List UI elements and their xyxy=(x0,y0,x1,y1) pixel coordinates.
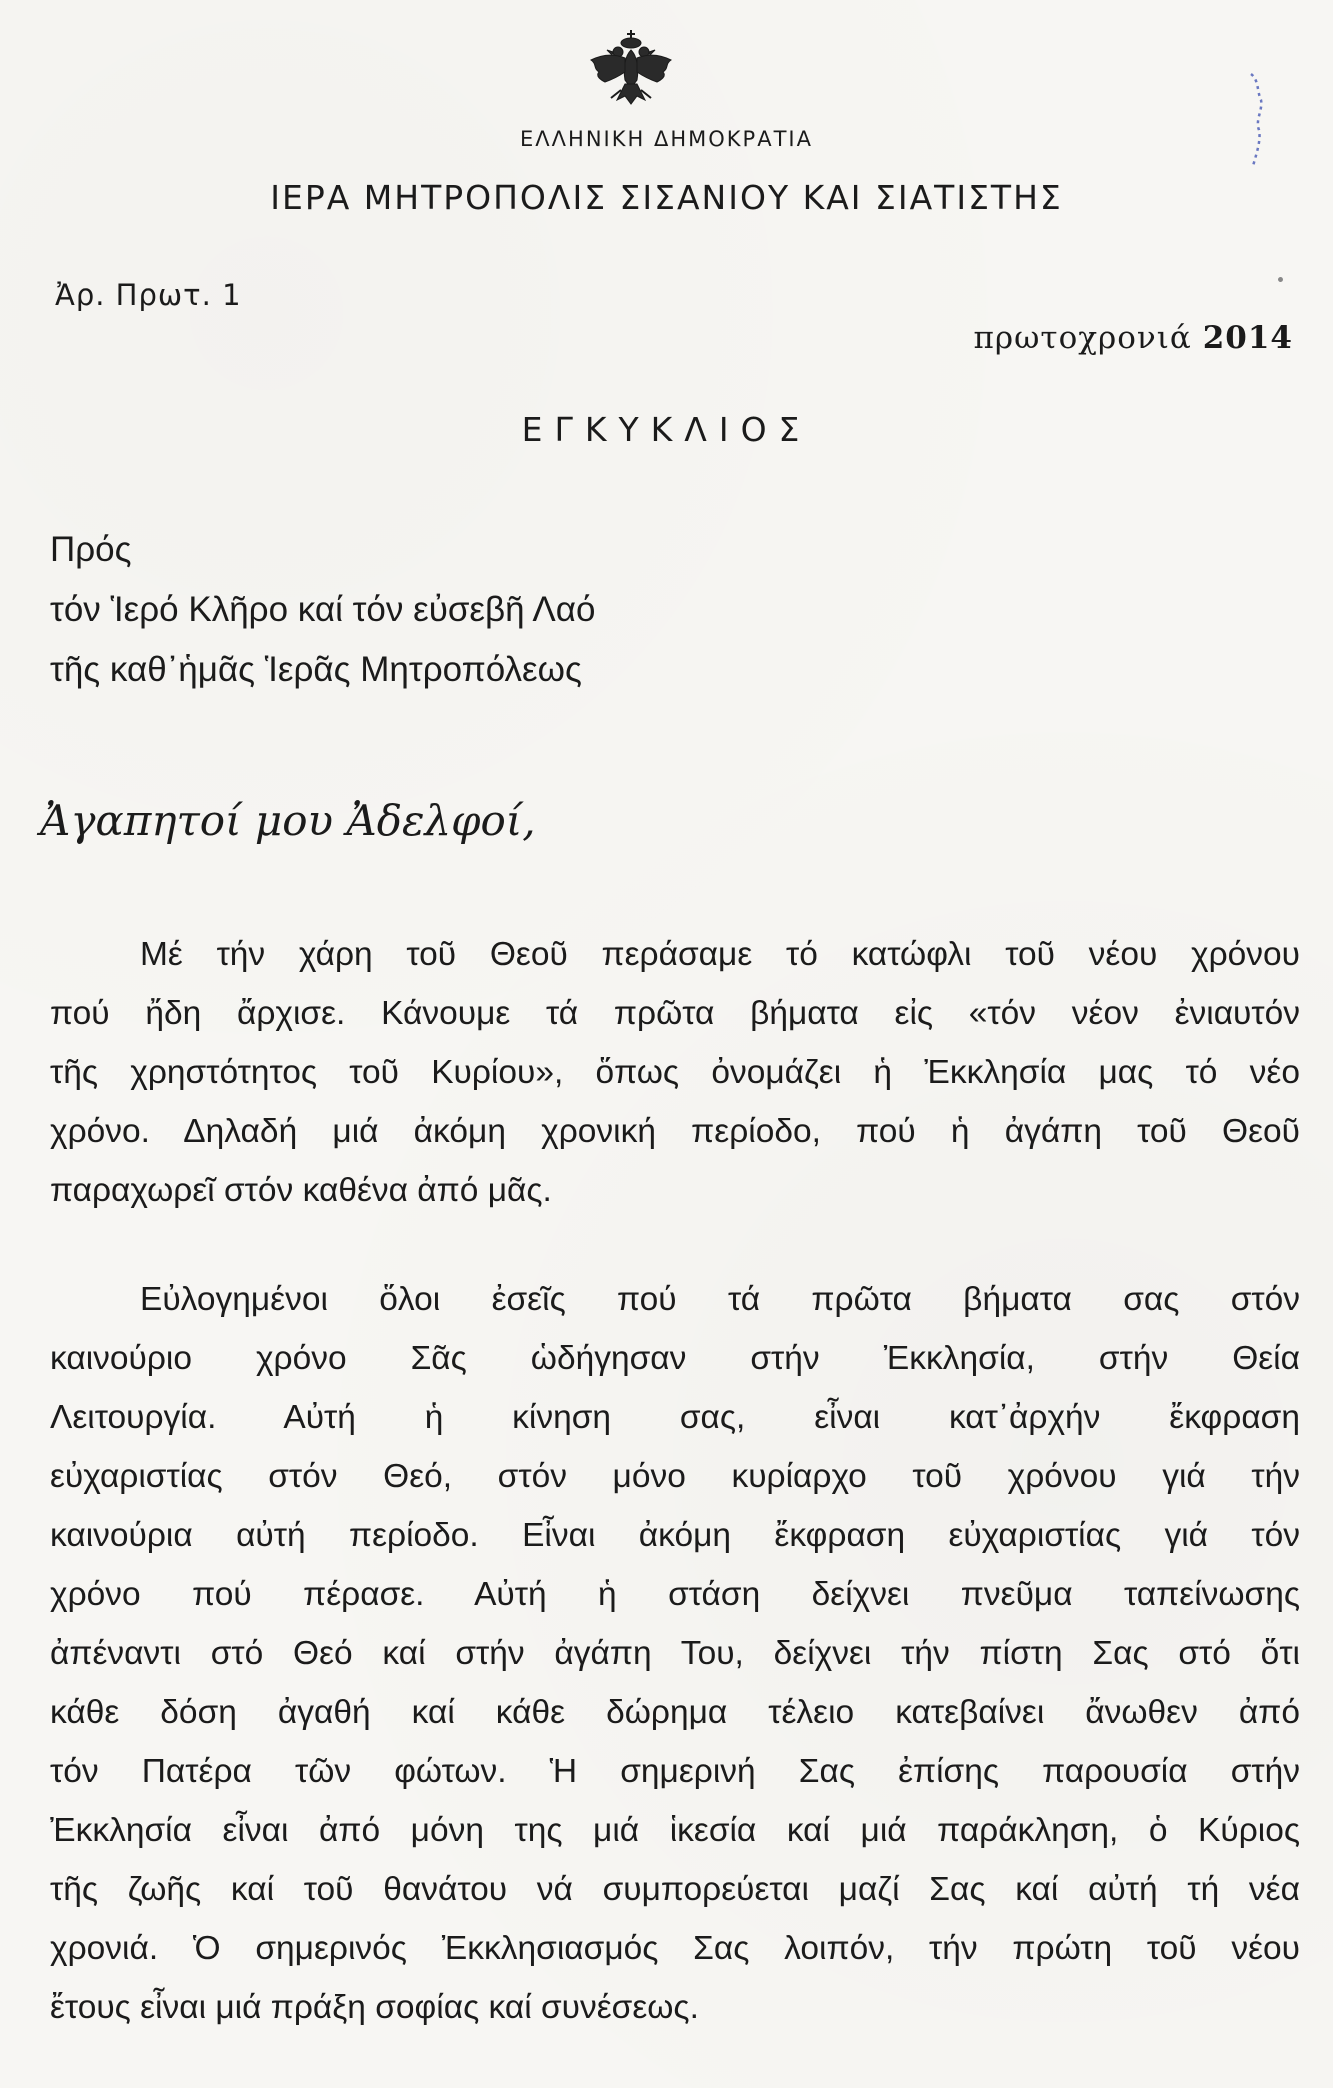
double-headed-eagle-icon xyxy=(585,28,677,110)
protocol-number: Ἀρ. Πρωτ. 1 xyxy=(55,278,242,312)
paragraph-line: καινούρια αὐτή περίοδο. Εἶναι ἀκόμη ἔκφραση εὐχαριστίας γιά τόν xyxy=(50,1517,1300,1554)
paragraph-line: ἀπέναντι στό Θεό καί στήν ἀγάπη Του, δείχνει τήν πίστη Σας στό ὅτι xyxy=(50,1635,1300,1672)
recipient-line: τῆς καθ᾽ἡμᾶς Ἱερᾶς Μητροπόλεως xyxy=(50,650,582,689)
paragraph-line: ἔτους εἶναι μιά πράξη σοφίας καί συνέσεως. xyxy=(50,1989,699,2026)
metropolis-heading: ΙΕΡΑ ΜΗΤΡΟΠΟΛΙΣ ΣΙΣΑΝΙΟΥ ΚΑΙ ΣΙΑΤΙΣΤΗΣ xyxy=(270,178,1063,217)
paragraph-2 xyxy=(50,1270,1300,2037)
paragraph-1 xyxy=(50,925,1300,1220)
ink-mark-icon xyxy=(1245,70,1267,170)
paragraph-line: τῆς ζωῆς καί τοῦ θανάτου νά συμπορεύεται μαζί Σας καί αὐτή τή νέα xyxy=(50,1871,1300,1908)
paragraph-line: Ἐκκλησία εἶναι ἀπό μόνη της μιά ἱκεσία καί μιά παράκληση, ὁ Κύριος xyxy=(50,1812,1300,1849)
document-date xyxy=(974,320,1293,356)
paragraph-line: Μέ τήν χάρη τοῦ Θεοῦ περάσαμε τό κατώφλι τοῦ νέου χρόνου xyxy=(140,936,1300,973)
paragraph-line: εὐχαριστίας στόν Θεό, στόν μόνο κυρίαρχο τοῦ χρόνου γιά τήν xyxy=(50,1458,1300,1495)
paragraph-line: τόν Πατέρα τῶν φώτων. Ἡ σημερινή Σας ἐπίσης παρουσία στήν xyxy=(50,1753,1300,1790)
paragraph-line: καινούριο χρόνο Σᾶς ὡδήγησαν στήν Ἐκκλησία, στήν Θεία xyxy=(50,1340,1300,1377)
paragraph-line: Εὐλογημένοι ὅλοι ἐσεῖς πού τά πρῶτα βήματα σας στόν xyxy=(140,1281,1300,1318)
paragraph-line: τῆς χρηστότητος τοῦ Κυρίου», ὅπως ὀνομάζει ἡ Ἐκκλησία μας τό νέο xyxy=(50,1054,1300,1091)
paragraph-line: παραχωρεῖ στόν καθένα ἀπό μᾶς. xyxy=(50,1172,552,1209)
recipients-block xyxy=(50,520,596,700)
recipient-line: τόν Ἱερό Κλῆρο καί τόν εὐσεβῆ Λαό xyxy=(50,590,596,629)
recipient-line: Πρός xyxy=(50,530,132,569)
paragraph-line: χρόνο. Δηλαδή μιά ἀκόμη χρονική περίοδο, πού ἡ ἀγάπη τοῦ Θεοῦ xyxy=(50,1113,1300,1150)
paragraph-line: χρονιά. Ὁ σημερινός Ἐκκλησιασμός Σας λοιπόν, τήν πρώτη τοῦ νέου xyxy=(50,1930,1300,1967)
state-heading: ΕΛΛΗΝΙΚΗ ΔΗΜΟΚΡΑΤΙΑ xyxy=(520,127,813,151)
paragraph-line: πού ἤδη ἄρχισε. Κάνουμε τά πρῶτα βήματα εἰς «τόν νέον ἐνιαυτόν xyxy=(50,995,1300,1032)
date-word: πρωτοχρονιά xyxy=(973,320,1192,356)
scan-speck xyxy=(1277,276,1283,282)
paragraph-line: χρόνο πού πέρασε. Αὐτή ἡ στάση δείχνει πνεῦμα ταπείνωσης xyxy=(50,1576,1300,1613)
paragraph-line: κάθε δόση ἀγαθή καί κάθε δώρημα τέλειο κατεβαίνει ἄνωθεν ἀπό xyxy=(50,1694,1300,1731)
paragraph-line: Λειτουργία. Αὐτή ἡ κίνηση σας, εἶναι κατ᾽ἀρχήν ἔκφραση xyxy=(50,1399,1300,1436)
date-year: 2014 xyxy=(1202,320,1293,356)
document-title: ΕΓΚΥΚΛΙΟΣ xyxy=(521,410,812,449)
salutation: Ἀγαπητοί μου Ἀδελφοί, xyxy=(40,796,536,845)
